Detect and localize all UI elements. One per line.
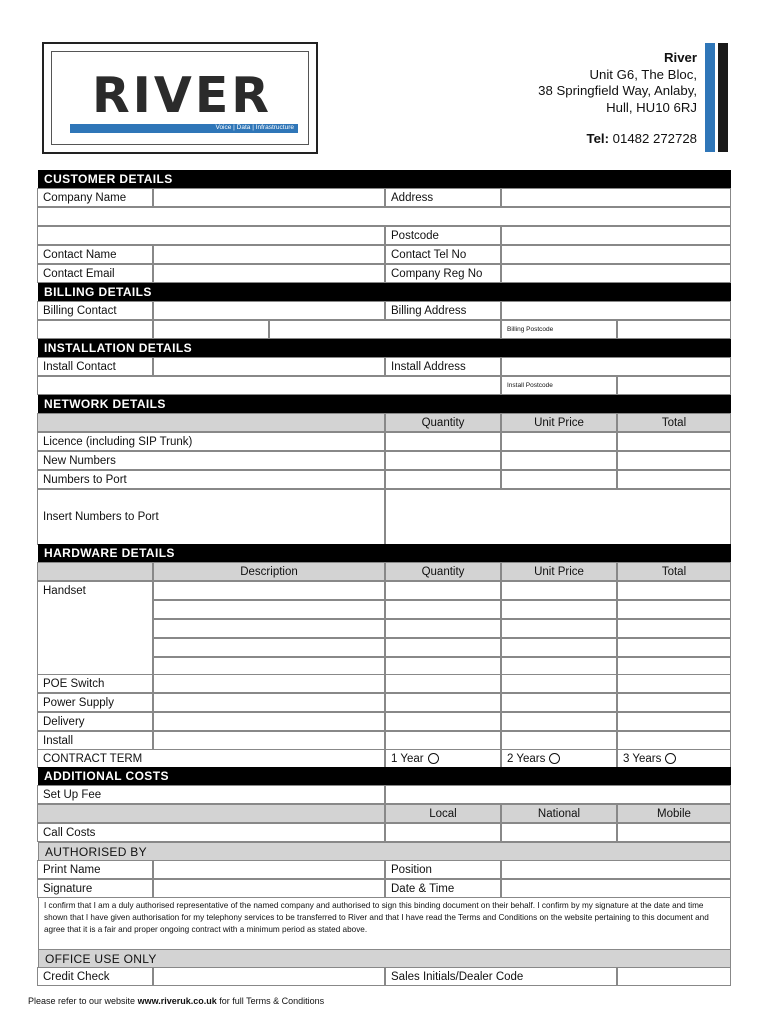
table-header-row bbox=[38, 563, 731, 582]
port-total-field[interactable] bbox=[617, 470, 731, 489]
billing-field-b[interactable] bbox=[153, 320, 269, 339]
label-company-reg: Company Reg No bbox=[385, 264, 501, 283]
label-insert-numbers: Insert Numbers to Port bbox=[37, 489, 385, 545]
tel-label: Tel: bbox=[586, 131, 609, 146]
order-form bbox=[38, 170, 731, 986]
form-row bbox=[38, 968, 731, 987]
footer-suffix: for full Terms & Conditions bbox=[219, 996, 325, 1006]
handset-total-field[interactable] bbox=[617, 619, 731, 638]
company-reg-field[interactable] bbox=[501, 264, 731, 283]
call-costs-local-field[interactable] bbox=[385, 823, 501, 842]
address-field-1[interactable] bbox=[501, 188, 731, 207]
form-row bbox=[38, 377, 731, 396]
address-line-1: Unit G6, The Bloc, bbox=[589, 66, 697, 82]
label-print-name: Print Name bbox=[37, 860, 153, 879]
section-title: NETWORK DETAILS bbox=[44, 397, 166, 411]
address-line-3: Hull, HU10 6RJ bbox=[606, 99, 697, 115]
billing-contact-field[interactable] bbox=[153, 301, 385, 320]
licence-unit-price-field[interactable] bbox=[501, 432, 617, 451]
header-accent-bar-blue bbox=[705, 43, 715, 152]
label-handset: Handset bbox=[37, 581, 153, 675]
section-customer-details bbox=[38, 170, 731, 189]
label-install: Install bbox=[37, 731, 153, 750]
table-row bbox=[38, 471, 731, 490]
label-install-address: Install Address bbox=[385, 357, 501, 376]
handset-quantity-field[interactable] bbox=[385, 657, 501, 675]
declaration-text: I confirm that I am a duly authorised representative of the named company and authorised to sign this binding document on their behalf. I confirm by my signature at the date and time shown that I have given authorisation for my telephony services to be transferred to River and that I have read the Terms and Conditions on the website pertaining to this document and agree that it is a fair and proper ongoing contract with a minimum period as stated above. bbox=[38, 897, 731, 950]
table-row bbox=[38, 433, 731, 452]
call-costs-mobile-field[interactable] bbox=[617, 823, 731, 842]
option-label: 2 Years bbox=[507, 753, 546, 765]
section-title: AUTHORISED BY bbox=[45, 845, 147, 859]
label-call-costs: Call Costs bbox=[37, 823, 385, 842]
table-row bbox=[38, 824, 731, 843]
header-national: National bbox=[501, 804, 617, 823]
signature-field[interactable] bbox=[153, 879, 385, 898]
billing-postcode-field[interactable] bbox=[617, 320, 731, 339]
handset-quantity-field[interactable] bbox=[385, 619, 501, 638]
label-sales-initials: Sales Initials/Dealer Code bbox=[385, 967, 617, 986]
table-row bbox=[38, 639, 731, 658]
poe-description-field[interactable] bbox=[153, 674, 385, 693]
install-quantity-field[interactable] bbox=[385, 731, 501, 750]
port-quantity-field[interactable] bbox=[385, 470, 501, 489]
handset-description-field[interactable] bbox=[153, 619, 385, 638]
section-title: INSTALLATION DETAILS bbox=[44, 341, 192, 355]
handset-description-field[interactable] bbox=[153, 600, 385, 619]
label-licence: Licence (including SIP Trunk) bbox=[37, 432, 385, 451]
header-total: Total bbox=[617, 413, 731, 432]
handset-total-field[interactable] bbox=[617, 657, 731, 675]
insert-numbers-field[interactable] bbox=[385, 489, 731, 545]
call-costs-national-field[interactable] bbox=[501, 823, 617, 842]
credit-check-field[interactable] bbox=[153, 967, 385, 986]
label-delivery: Delivery bbox=[37, 712, 153, 731]
company-logo bbox=[42, 42, 318, 154]
contact-name-field[interactable] bbox=[153, 245, 385, 264]
billing-field-c[interactable] bbox=[269, 320, 501, 339]
radio-circle-icon[interactable] bbox=[428, 753, 439, 764]
install-field-extra[interactable] bbox=[37, 376, 501, 395]
install-total-field[interactable] bbox=[617, 731, 731, 750]
logo-wordmark: RIVER bbox=[91, 67, 273, 124]
header-blank bbox=[37, 413, 385, 432]
label-date-time: Date & Time bbox=[385, 879, 501, 898]
company-telephone bbox=[587, 131, 697, 146]
radio-circle-icon[interactable] bbox=[549, 753, 560, 764]
form-row bbox=[38, 358, 731, 377]
form-row bbox=[38, 265, 731, 284]
label-contact-name: Contact Name bbox=[37, 245, 153, 264]
logo-tagline: Voice | Data | Infrastructure bbox=[215, 124, 294, 131]
label-install-postcode: Install Postcode bbox=[501, 376, 617, 395]
table-row bbox=[38, 490, 731, 546]
handset-description-field[interactable] bbox=[153, 581, 385, 600]
header-mobile: Mobile bbox=[617, 804, 731, 823]
psu-quantity-field[interactable] bbox=[385, 693, 501, 712]
licence-total-field[interactable] bbox=[617, 432, 731, 451]
header-description: Description bbox=[153, 562, 385, 581]
label-power-supply: Power Supply bbox=[37, 693, 153, 712]
form-row bbox=[38, 302, 731, 321]
section-title: HARDWARE DETAILS bbox=[44, 546, 175, 560]
install-contact-field[interactable] bbox=[153, 357, 385, 376]
company-name-field[interactable] bbox=[153, 188, 385, 207]
label-signature: Signature bbox=[37, 879, 153, 898]
poe-quantity-field[interactable] bbox=[385, 674, 501, 693]
section-office-use bbox=[38, 949, 731, 968]
label-poe-switch: POE Switch bbox=[37, 674, 153, 693]
psu-total-field[interactable] bbox=[617, 693, 731, 712]
contract-option-1-year[interactable] bbox=[385, 749, 501, 768]
company-name: River bbox=[664, 50, 697, 65]
header-blank bbox=[37, 562, 153, 581]
logo-tagline-strip bbox=[70, 124, 298, 133]
form-row bbox=[38, 321, 731, 340]
section-billing-details bbox=[38, 283, 731, 302]
header-unit-price: Unit Price bbox=[501, 562, 617, 581]
handset-description-field[interactable] bbox=[153, 638, 385, 657]
footer-note bbox=[28, 996, 324, 1006]
header-quantity: Quantity bbox=[385, 562, 501, 581]
section-hardware-details bbox=[38, 544, 731, 563]
form-row bbox=[38, 189, 731, 208]
postcode-field[interactable] bbox=[501, 226, 731, 245]
website-link[interactable]: www.riveruk.co.uk bbox=[137, 996, 217, 1006]
print-name-field[interactable] bbox=[153, 860, 385, 879]
contract-option-3-years[interactable] bbox=[617, 749, 731, 768]
new-numbers-unit-price-field[interactable] bbox=[501, 451, 617, 470]
address-field-3[interactable] bbox=[37, 226, 385, 245]
header-unit-price: Unit Price bbox=[501, 413, 617, 432]
label-company-name: Company Name bbox=[37, 188, 153, 207]
form-row bbox=[38, 246, 731, 265]
footer-prefix: Please refer to our website bbox=[28, 996, 136, 1006]
label-billing-postcode: Billing Postcode bbox=[501, 320, 617, 339]
section-title: OFFICE USE ONLY bbox=[45, 952, 157, 966]
handset-description-field[interactable] bbox=[153, 657, 385, 675]
table-row bbox=[38, 601, 731, 620]
header-total: Total bbox=[617, 562, 731, 581]
contract-option-2-years[interactable] bbox=[501, 749, 617, 768]
table-row bbox=[38, 713, 731, 732]
install-description-field[interactable] bbox=[153, 731, 385, 750]
table-header-row bbox=[38, 805, 731, 824]
billing-address-field[interactable] bbox=[501, 301, 731, 320]
new-numbers-total-field[interactable] bbox=[617, 451, 731, 470]
install-address-field[interactable] bbox=[501, 357, 731, 376]
label-contact-email: Contact Email bbox=[37, 264, 153, 283]
section-authorised-by bbox=[38, 842, 731, 861]
poe-total-field[interactable] bbox=[617, 674, 731, 693]
contact-email-field[interactable] bbox=[153, 264, 385, 283]
handset-unit-price-field[interactable] bbox=[501, 657, 617, 675]
delivery-quantity-field[interactable] bbox=[385, 712, 501, 731]
address-field-2[interactable] bbox=[37, 207, 731, 226]
install-unit-price-field[interactable] bbox=[501, 731, 617, 750]
table-row bbox=[38, 620, 731, 639]
label-address: Address bbox=[385, 188, 501, 207]
sales-initials-field[interactable] bbox=[617, 967, 731, 986]
position-field[interactable] bbox=[501, 860, 731, 879]
label-numbers-to-port: Numbers to Port bbox=[37, 470, 385, 489]
section-additional-costs bbox=[38, 767, 731, 786]
form-row bbox=[38, 786, 731, 805]
date-time-field[interactable] bbox=[501, 879, 731, 898]
label-contract-term: CONTRACT TERM bbox=[37, 749, 385, 768]
handset-total-field[interactable] bbox=[617, 638, 731, 657]
header-accent-bar-dark bbox=[718, 43, 728, 152]
licence-quantity-field[interactable] bbox=[385, 432, 501, 451]
handset-unit-price-field[interactable] bbox=[501, 619, 617, 638]
handset-quantity-field[interactable] bbox=[385, 581, 501, 600]
label-credit-check: Credit Check bbox=[37, 967, 153, 986]
port-unit-price-field[interactable] bbox=[501, 470, 617, 489]
form-row bbox=[38, 227, 731, 246]
install-postcode-field[interactable] bbox=[617, 376, 731, 395]
address-line-2: 38 Springfield Way, Anlaby, bbox=[538, 83, 697, 98]
header-quantity: Quantity bbox=[385, 413, 501, 432]
delivery-description-field[interactable] bbox=[153, 712, 385, 731]
label-billing-address: Billing Address bbox=[385, 301, 501, 320]
form-row bbox=[38, 861, 731, 880]
section-title: CUSTOMER DETAILS bbox=[44, 172, 173, 186]
label-install-contact: Install Contact bbox=[37, 357, 153, 376]
handset-quantity-field[interactable] bbox=[385, 600, 501, 619]
label-setup-fee: Set Up Fee bbox=[37, 785, 385, 804]
table-row bbox=[38, 452, 731, 471]
table-row bbox=[38, 582, 731, 601]
header-blank bbox=[37, 804, 385, 823]
handset-total-field[interactable] bbox=[617, 600, 731, 619]
label-position: Position bbox=[385, 860, 501, 879]
radio-circle-icon[interactable] bbox=[665, 753, 676, 764]
poe-unit-price-field[interactable] bbox=[501, 674, 617, 693]
psu-description-field[interactable] bbox=[153, 693, 385, 712]
section-installation-details bbox=[38, 339, 731, 358]
header-local: Local bbox=[385, 804, 501, 823]
handset-total-field[interactable] bbox=[617, 581, 731, 600]
section-title: ADDITIONAL COSTS bbox=[44, 769, 169, 783]
label-billing-contact: Billing Contact bbox=[37, 301, 153, 320]
option-label: 1 Year bbox=[391, 753, 424, 765]
contact-tel-field[interactable] bbox=[501, 245, 731, 264]
label-contact-tel: Contact Tel No bbox=[385, 245, 501, 264]
tel-value: 01482 272728 bbox=[612, 131, 697, 146]
table-header-row bbox=[38, 414, 731, 433]
handset-unit-price-field[interactable] bbox=[501, 581, 617, 600]
handset-unit-price-field[interactable] bbox=[501, 638, 617, 657]
option-label: 3 Years bbox=[623, 753, 662, 765]
table-row bbox=[38, 694, 731, 713]
form-row bbox=[38, 208, 731, 227]
section-title: BILLING DETAILS bbox=[44, 285, 152, 299]
label-postcode: Postcode bbox=[385, 226, 501, 245]
setup-fee-field[interactable] bbox=[385, 785, 731, 804]
delivery-total-field[interactable] bbox=[617, 712, 731, 731]
company-address-block bbox=[538, 50, 697, 116]
handset-unit-price-field[interactable] bbox=[501, 600, 617, 619]
delivery-unit-price-field[interactable] bbox=[501, 712, 617, 731]
handset-quantity-field[interactable] bbox=[385, 638, 501, 657]
psu-unit-price-field[interactable] bbox=[501, 693, 617, 712]
table-row bbox=[38, 675, 731, 694]
billing-field-a[interactable] bbox=[37, 320, 153, 339]
new-numbers-quantity-field[interactable] bbox=[385, 451, 501, 470]
section-network-details bbox=[38, 395, 731, 414]
label-new-numbers: New Numbers bbox=[37, 451, 385, 470]
logo-inner-frame bbox=[51, 51, 309, 145]
